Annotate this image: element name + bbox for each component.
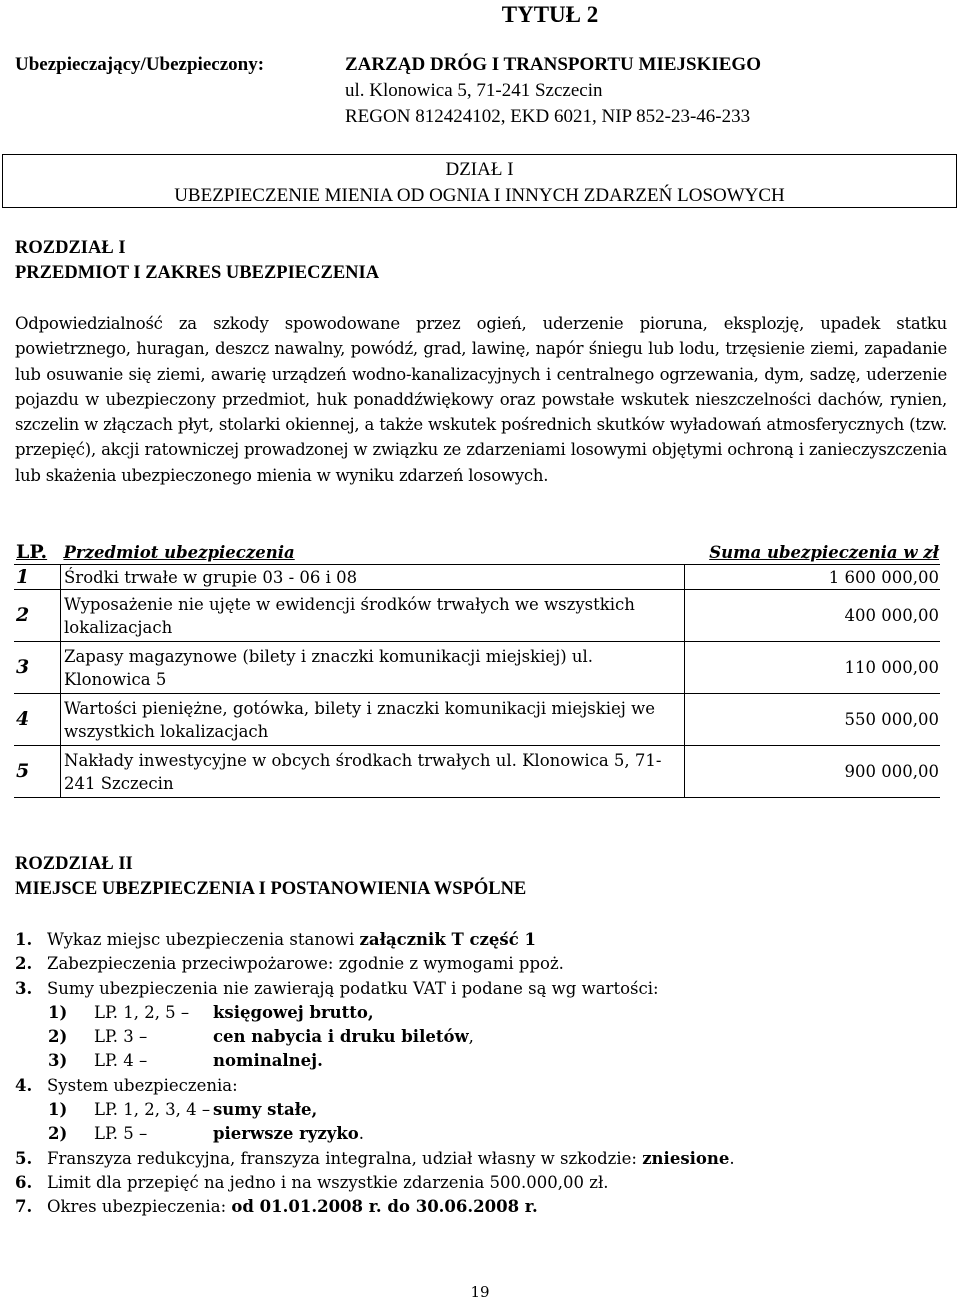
chapter-1-heading xyxy=(15,236,379,286)
subitem-number: 2) xyxy=(48,1027,68,1047)
row-item: Wartości pieniężne, gotówka, bilety i znaczki komunikacji miejskiej we wszystkich lokalizacjach xyxy=(61,694,685,746)
row-sum: 550 000,00 xyxy=(685,694,941,746)
table-row xyxy=(14,590,940,642)
subitem-number: 2) xyxy=(48,1124,68,1144)
list-text: Zabezpieczenia przeciwpożarowe: zgodnie z wymogami ppoż. xyxy=(47,954,564,974)
insured-label: Ubezpieczający/Ubezpieczony: xyxy=(15,54,265,75)
subitem-range: LP. 4 – xyxy=(94,1051,148,1071)
table-header-row xyxy=(14,540,940,565)
list-number: 2. xyxy=(15,954,33,974)
subitem-range: LP. 1, 2, 5 – xyxy=(94,1002,190,1022)
list-text: System ubezpieczenia: xyxy=(47,1075,238,1095)
list-number: 3. xyxy=(15,978,33,998)
subitem-range: LP. 3 – xyxy=(94,1027,148,1047)
insured-address: ul. Klonowica 5, 71-241 Szczecin xyxy=(345,80,603,101)
list-text: Sumy ubezpieczenia nie zawierają podatku VAT i podane są wg wartości: xyxy=(47,978,659,998)
section-number: DZIAŁ I xyxy=(445,159,514,180)
subitem-value: pierwsze ryzyko. xyxy=(213,1124,365,1144)
chapter-1-number: ROZDZIAŁ I xyxy=(15,238,126,258)
chapter-1-title: PRZEDMIOT I ZAKRES UBEZPIECZENIA xyxy=(15,263,380,283)
row-sum: 110 000,00 xyxy=(685,642,941,694)
header-sum: Suma ubezpieczenia w zł xyxy=(709,542,939,562)
subitem-number: 1) xyxy=(48,1002,68,1022)
row-item: Nakłady inwestycyjne w obcych środkach trwałych ul. Klonowica 5, 71-241 Szczecin xyxy=(61,746,685,798)
document-title: TYTUŁ 2 xyxy=(501,2,599,27)
chapter-2-number: ROZDZIAŁ II xyxy=(15,854,133,874)
list-number: 6. xyxy=(15,1172,33,1192)
row-lp: 3 xyxy=(14,642,61,694)
row-lp: 4 xyxy=(14,694,61,746)
subitem-value: cen nabycia i druku biletów, xyxy=(213,1027,474,1047)
section-title: UBEZPIECZENIE MIENIA OD OGNIA I INNYCH ZDARZEŃ LOSOWYCH xyxy=(174,185,785,206)
list-text: Okres ubezpieczenia: od 01.01.2008 r. do 30.06.2008 r. xyxy=(47,1197,538,1217)
row-lp: 1 xyxy=(14,565,61,590)
row-sum: 1 600 000,00 xyxy=(685,565,941,590)
subitem-number: 1) xyxy=(48,1100,68,1120)
list-text: Limit dla przepięć na jedno i na wszystkie zdarzenia 500.000,00 zł. xyxy=(47,1172,609,1192)
row-item: Zapasy magazynowe (bilety i znaczki komunikacji miejskiej) ul. Klonowica 5 xyxy=(61,642,685,694)
row-sum: 400 000,00 xyxy=(685,590,941,642)
header-item: Przedmiot ubezpieczenia xyxy=(63,542,295,562)
chapter-2-title: MIEJSCE UBEZPIECZENIA I POSTANOWIENIA WSPÓLNE xyxy=(15,879,527,899)
chapter-2-heading xyxy=(15,852,526,902)
table-row xyxy=(14,694,940,746)
subitem-value: księgowej brutto, xyxy=(213,1002,374,1022)
list-number: 1. xyxy=(15,930,33,949)
subitem-range: LP. 5 – xyxy=(94,1124,148,1144)
row-sum: 900 000,00 xyxy=(685,746,941,798)
insured-registry: REGON 812424102, EKD 6021, NIP 852-23-46-233 xyxy=(345,106,751,127)
row-lp: 2 xyxy=(14,590,61,642)
subitem-value: nominalnej. xyxy=(213,1051,323,1071)
list-number: 4. xyxy=(15,1075,33,1095)
insured-details xyxy=(345,52,761,130)
subitem-number: 3) xyxy=(48,1051,68,1071)
list-text: Wykaz miejsc ubezpieczenia stanowi załącznik T część 1 xyxy=(47,930,536,949)
section-box xyxy=(2,154,957,208)
table-row xyxy=(14,565,940,590)
list-number: 5. xyxy=(15,1148,33,1168)
row-lp: 5 xyxy=(14,746,61,798)
page-number: 19 xyxy=(470,1283,490,1301)
subitem-range: LP. 1, 2, 3, 4 – xyxy=(94,1100,211,1120)
table-row xyxy=(14,642,940,694)
table-row xyxy=(14,746,940,798)
row-item: Środki trwałe w grupie 03 - 06 i 08 xyxy=(61,565,685,590)
row-item: Wyposażenie nie ujęte w ewidencji środków trwałych we wszystkich lokalizacjach xyxy=(61,590,685,642)
list-number: 7. xyxy=(15,1197,33,1217)
header-lp: LP. xyxy=(16,540,48,563)
subitem-value: sumy stałe, xyxy=(213,1100,318,1120)
scope-paragraph: Odpowiedzialność za szkody spowodowane przez ogień, uderzenie pioruna, eksplozję, upadek statku powietrznego, huragan, deszcz nawalny, powódź, grad, lawinę, napór śniegu lub lodu, trzęsienie ziemi, zapadanie lub osuwanie się ziemi, awarię urządzeń wodno-kanalizacyjnych i centralnego ogrzewania, dym, sadzę, uderzenie pojazdu w ubezpieczony przedmiot, huk ponaddźwiękowy oraz powstałe wskutek nieszczelności dachów, rynien, szczelin w złączach płyt, stolarki okiennej, a także wskutek pośrednich skutków wyładowań atmosferycznych (tzw. przepięć), akcji ratowniczej prowadzonej w związku ze zdarzeniami losowymi objętymi ochroną i zanieczyszczenia lub skażenia ubezpieczonego mienia w wyniku zdarzeń losowych. xyxy=(15,314,947,485)
list-text: Franszyza redukcyjna, franszyza integralna, udział własny w szkodzie: zniesione. xyxy=(47,1148,735,1168)
insured-name: ZARZĄD DRÓG I TRANSPORTU MIEJSKIEGO xyxy=(345,54,761,75)
insurance-items-table xyxy=(14,540,940,798)
